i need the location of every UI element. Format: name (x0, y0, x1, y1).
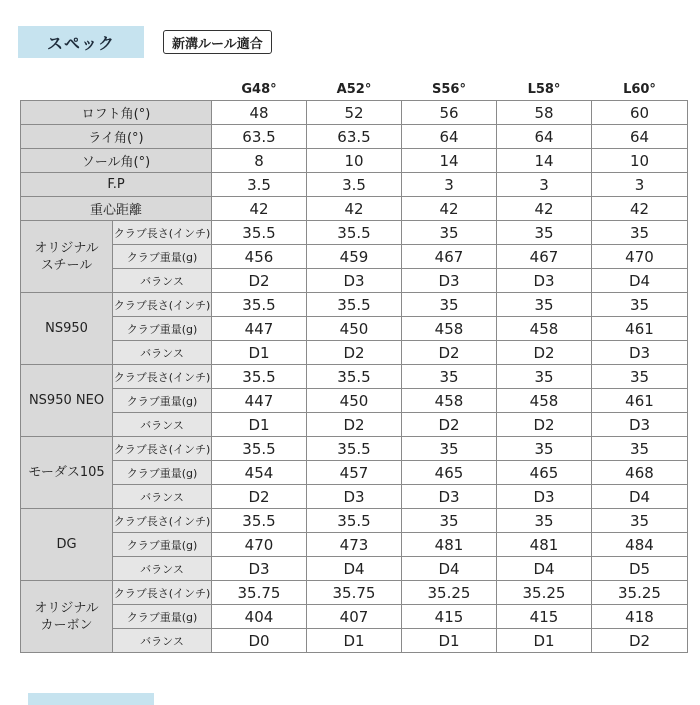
spec-value: D3 (212, 557, 307, 581)
column-header: L58° (497, 78, 592, 101)
spec-row (21, 101, 688, 125)
spec-value: D1 (402, 629, 497, 653)
shaft-row-label: バランス (113, 269, 212, 293)
shaft-spec-row (21, 533, 688, 557)
spec-value: 64 (497, 125, 592, 149)
spec-value: 42 (212, 197, 307, 221)
spec-value: 458 (402, 389, 497, 413)
spec-value: 35.5 (307, 437, 402, 461)
spec-value: 35 (402, 365, 497, 389)
section-title-tab (18, 26, 144, 58)
shaft-row-label: クラブ重量(g) (113, 245, 212, 269)
shaft-row-label: バランス (113, 629, 212, 653)
spec-value: 35 (402, 293, 497, 317)
spec-value: 35.5 (307, 293, 402, 317)
spec-value: D3 (592, 341, 688, 365)
spec-value: 35 (497, 221, 592, 245)
spec-value: D3 (307, 269, 402, 293)
shaft-row-label: クラブ重量(g) (113, 605, 212, 629)
shaft-spec-row (21, 365, 688, 389)
row-label: 重心距離 (21, 197, 212, 221)
spec-value: 56 (402, 101, 497, 125)
shaft-spec-row (21, 461, 688, 485)
spec-value: 10 (307, 149, 402, 173)
shaft-row-label: クラブ長さ(インチ) (113, 221, 212, 245)
spec-value: D2 (402, 341, 497, 365)
spec-value: 35.5 (212, 221, 307, 245)
spec-value: D2 (402, 413, 497, 437)
shaft-row-label: クラブ重量(g) (113, 533, 212, 557)
shaft-row-label: クラブ長さ(インチ) (113, 509, 212, 533)
spec-value: 48 (212, 101, 307, 125)
spec-value: 35 (592, 509, 688, 533)
shaft-group-label (21, 221, 113, 293)
spec-value: 458 (497, 389, 592, 413)
spec-value: 450 (307, 317, 402, 341)
spec-value: 35.75 (307, 581, 402, 605)
spec-value: D2 (497, 341, 592, 365)
spec-value: 35.75 (212, 581, 307, 605)
spec-value: 415 (402, 605, 497, 629)
spec-value: 407 (307, 605, 402, 629)
shaft-row-label: バランス (113, 341, 212, 365)
spec-value: 35.25 (592, 581, 688, 605)
spec-value: 465 (402, 461, 497, 485)
row-label: ソール角(°) (21, 149, 212, 173)
shaft-spec-row (21, 509, 688, 533)
spec-value: 418 (592, 605, 688, 629)
spec-value: 456 (212, 245, 307, 269)
spec-value: 42 (497, 197, 592, 221)
column-header: G48° (212, 78, 307, 101)
spec-value: 35 (402, 509, 497, 533)
shaft-row-label: クラブ重量(g) (113, 461, 212, 485)
spec-value: 457 (307, 461, 402, 485)
column-header: A52° (307, 78, 402, 101)
spec-value: 35.5 (307, 509, 402, 533)
shaft-name-line1: DG (56, 537, 77, 552)
section-title: スペック (46, 33, 115, 53)
spec-row (21, 173, 688, 197)
shaft-name-line1: オリジナル (34, 600, 99, 616)
spec-value: D1 (212, 413, 307, 437)
shaft-name-line1: モーダス105 (28, 465, 105, 480)
shaft-group-label (21, 581, 113, 653)
spec-value: D2 (592, 629, 688, 653)
shaft-group-label (21, 437, 113, 509)
spec-value: 35.5 (212, 509, 307, 533)
spec-value: 63.5 (307, 125, 402, 149)
spec-table (20, 78, 688, 653)
column-header: S56° (402, 78, 497, 101)
spec-value: 35.5 (212, 365, 307, 389)
spec-value: D1 (212, 341, 307, 365)
spec-value: D3 (402, 269, 497, 293)
spec-value: 35.5 (307, 221, 402, 245)
spec-value: 450 (307, 389, 402, 413)
shaft-name-line1: NS950 NEO (28, 393, 105, 408)
badge-label: 新溝ルール適合 (172, 36, 263, 52)
spec-value: D3 (497, 269, 592, 293)
spec-value: 3 (402, 173, 497, 197)
spec-value: 461 (592, 389, 688, 413)
shaft-name-line1: オリジナル (34, 240, 99, 256)
spec-value: D2 (212, 485, 307, 509)
spec-value: 35 (402, 437, 497, 461)
spec-value: 64 (402, 125, 497, 149)
spec-value: D2 (212, 269, 307, 293)
spec-value: 458 (497, 317, 592, 341)
shaft-spec-row (21, 557, 688, 581)
shaft-spec-row (21, 245, 688, 269)
spec-value: D2 (307, 341, 402, 365)
shaft-spec-row (21, 581, 688, 605)
spec-value: D0 (212, 629, 307, 653)
shaft-row-label: クラブ長さ(インチ) (113, 365, 212, 389)
shaft-row-label: クラブ重量(g) (113, 317, 212, 341)
spec-value: 415 (497, 605, 592, 629)
spec-value: D4 (592, 269, 688, 293)
shaft-spec-row (21, 629, 688, 653)
spec-value: D1 (307, 629, 402, 653)
spec-value: 58 (497, 101, 592, 125)
shaft-spec-row (21, 485, 688, 509)
shaft-spec-row (21, 269, 688, 293)
spec-value: 35 (497, 365, 592, 389)
spec-value: 461 (592, 317, 688, 341)
spec-value: 465 (497, 461, 592, 485)
spec-value: 35 (592, 365, 688, 389)
spec-value: 35.25 (497, 581, 592, 605)
next-section-tab (28, 693, 154, 705)
spec-value: D5 (592, 557, 688, 581)
shaft-row-label: クラブ長さ(インチ) (113, 581, 212, 605)
shaft-spec-row (21, 341, 688, 365)
spec-value: D3 (402, 485, 497, 509)
spec-value: 3.5 (212, 173, 307, 197)
spec-value: 447 (212, 389, 307, 413)
spec-value: 481 (402, 533, 497, 557)
spec-value: 459 (307, 245, 402, 269)
spec-value: 473 (307, 533, 402, 557)
spec-value: 470 (592, 245, 688, 269)
row-label: ロフト角(°) (21, 101, 212, 125)
spec-value: 3 (592, 173, 688, 197)
spec-value: 35.5 (307, 365, 402, 389)
shaft-name-line2: スチール (40, 257, 93, 273)
spec-value: 3 (497, 173, 592, 197)
shaft-group-label (21, 293, 113, 365)
shaft-spec-row (21, 437, 688, 461)
spec-value: 454 (212, 461, 307, 485)
spec-row (21, 149, 688, 173)
spec-value: D4 (497, 557, 592, 581)
shaft-group-label (21, 365, 113, 437)
spec-value: 35 (592, 293, 688, 317)
spec-value: 63.5 (212, 125, 307, 149)
column-header: L60° (592, 78, 688, 101)
shaft-name-line1: NS950 (45, 321, 88, 336)
spec-value: 35 (402, 221, 497, 245)
spec-value: D3 (307, 485, 402, 509)
spec-value: 35.5 (212, 437, 307, 461)
spec-value: 481 (497, 533, 592, 557)
spec-value: 468 (592, 461, 688, 485)
shaft-group-label (21, 509, 113, 581)
shaft-row-label: バランス (113, 485, 212, 509)
shaft-name-line2: カーボン (40, 617, 93, 633)
spec-value: 64 (592, 125, 688, 149)
spec-value: 35.25 (402, 581, 497, 605)
spec-value: 14 (402, 149, 497, 173)
spec-row (21, 125, 688, 149)
spec-value: D3 (497, 485, 592, 509)
spec-value: 14 (497, 149, 592, 173)
shaft-spec-row (21, 293, 688, 317)
shaft-row-label: バランス (113, 557, 212, 581)
spec-value: 3.5 (307, 173, 402, 197)
spec-value: D4 (402, 557, 497, 581)
row-label: F.P (21, 173, 212, 197)
spec-value: D4 (592, 485, 688, 509)
spec-value: 467 (402, 245, 497, 269)
spec-value: 35 (497, 293, 592, 317)
spec-value: 42 (592, 197, 688, 221)
spec-value: 60 (592, 101, 688, 125)
shaft-row-label: バランス (113, 413, 212, 437)
spec-value: 8 (212, 149, 307, 173)
spec-value: D2 (497, 413, 592, 437)
spec-value: 35 (497, 437, 592, 461)
spec-row (21, 197, 688, 221)
spec-table-body (21, 101, 688, 653)
spec-value: 447 (212, 317, 307, 341)
spec-value: 10 (592, 149, 688, 173)
spec-value: 42 (307, 197, 402, 221)
spec-value: 52 (307, 101, 402, 125)
spec-value: 458 (402, 317, 497, 341)
shaft-row-label: クラブ重量(g) (113, 389, 212, 413)
shaft-spec-row (21, 389, 688, 413)
shaft-spec-row (21, 605, 688, 629)
spec-value: 467 (497, 245, 592, 269)
spec-value: D3 (592, 413, 688, 437)
header-corner (21, 78, 212, 101)
spec-value: D4 (307, 557, 402, 581)
shaft-row-label: クラブ長さ(インチ) (113, 437, 212, 461)
row-label: ライ角(°) (21, 125, 212, 149)
shaft-spec-row (21, 221, 688, 245)
spec-value: D2 (307, 413, 402, 437)
rule-compliance-badge (163, 30, 272, 54)
spec-value: 35.5 (212, 293, 307, 317)
shaft-spec-row (21, 413, 688, 437)
spec-value: 42 (402, 197, 497, 221)
spec-value: 35 (592, 437, 688, 461)
spec-value: 35 (497, 509, 592, 533)
spec-value: 35 (592, 221, 688, 245)
shaft-row-label: クラブ長さ(インチ) (113, 293, 212, 317)
header-row (21, 78, 688, 101)
spec-value: 404 (212, 605, 307, 629)
spec-value: D1 (497, 629, 592, 653)
shaft-spec-row (21, 317, 688, 341)
spec-value: 470 (212, 533, 307, 557)
spec-value: 484 (592, 533, 688, 557)
